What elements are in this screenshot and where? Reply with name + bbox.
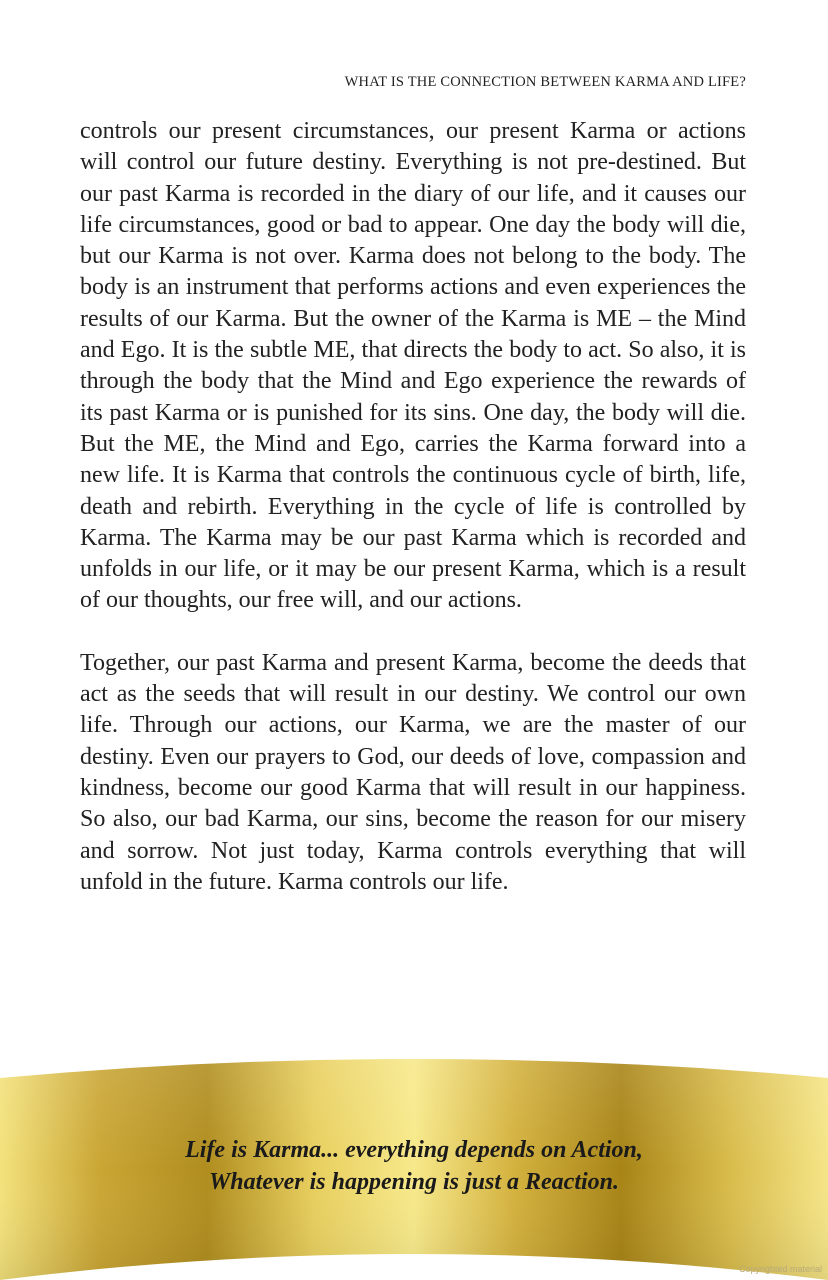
copyright-watermark: Copyrighted material xyxy=(738,1264,822,1274)
pull-quote xyxy=(0,1134,828,1198)
paragraph-2: Together, our past Karma and present Karma, become the deeds that act as the seeds that will result in our destiny. We control our own life. Through our actions, our Karma, we are the master of our destiny. Even our prayers to God, our deeds of love, compassion and kindness, become our good Karma that will result in our happiness. So also, our bad Karma, our sins, become the reason for our misery and sorrow. Not just today, Karma controls everything that will unfold in the future. Karma controls our life. xyxy=(80,649,746,895)
pull-quote-line-2: Whatever is happening is just a Reaction. xyxy=(208,1169,620,1195)
paragraph-1: controls our present circumstances, our present Karma or actions will control our future destiny. Everything is not pre-destined. But our past Karma is recorded in the diary of our life, and it causes our life circumstances, good or bad to appear. One day the body will die, but our Karma is not over. Karma does not belong to the body. The body is an instrument that performs actions and even experiences the results of our Karma. But the owner of the Karma is ME – the Mind and Ego. It is the subtle ME, that directs the body to act. So also, it is through the body that the Mind and Ego experience the rewards of its past Karma or is punished for its sins. One day, the body will die. But the ME, the Mind and Ego, carries the Karma forward into a new life. It is Karma that controls the continuous cycle of birth, life, death and rebirth. Everything in the cycle of life is controlled by Karma. The Karma may be our past Karma which is recorded and unfolds in our life, or it may be our present Karma, which is a result of our thoughts, our free will, and our actions. xyxy=(80,118,746,614)
pull-quote-line-1: Life is Karma... everything depends on Action, xyxy=(185,1137,643,1163)
body-text xyxy=(80,116,746,898)
running-header: WHAT IS THE CONNECTION BETWEEN KARMA AND LIFE? xyxy=(344,74,746,90)
